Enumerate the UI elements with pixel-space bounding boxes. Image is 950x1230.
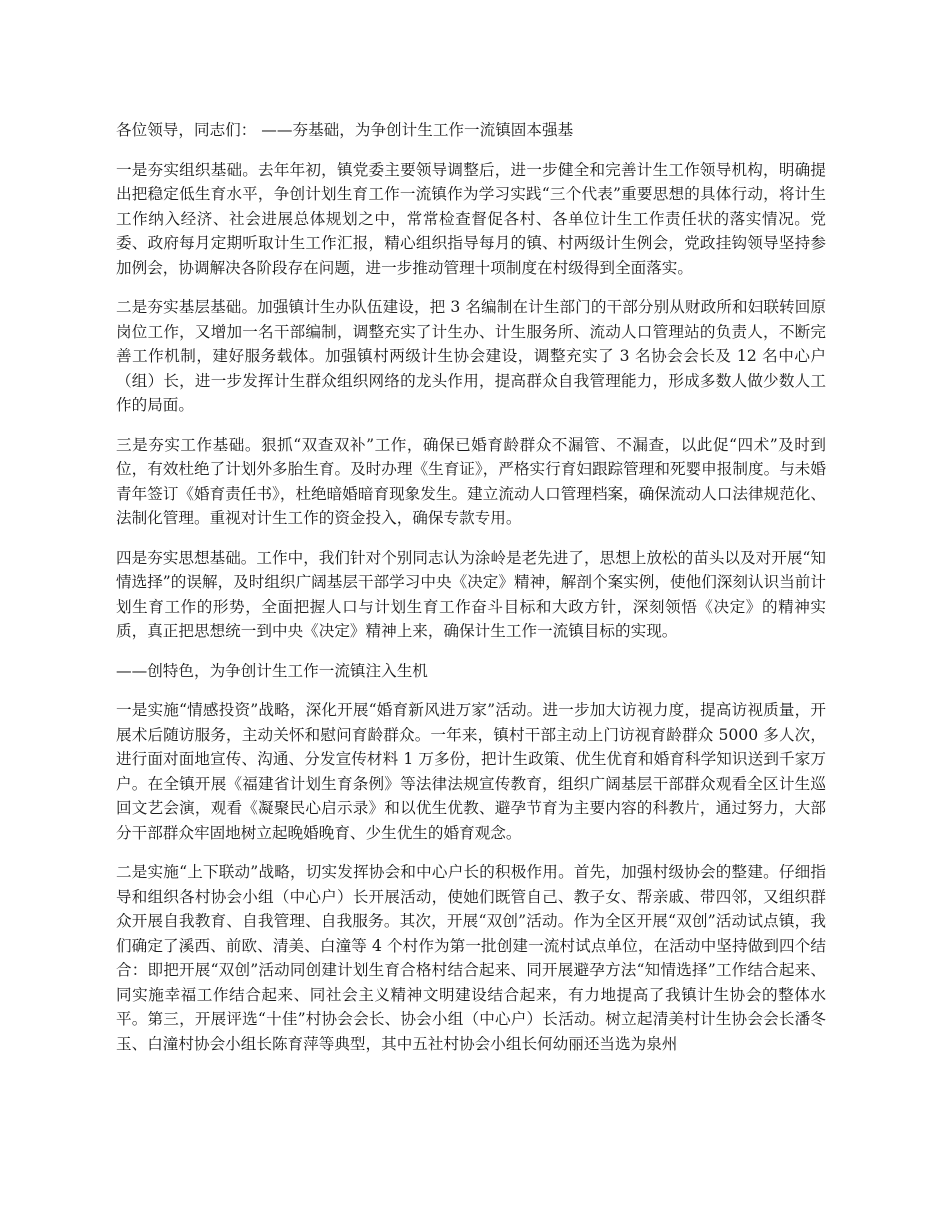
paragraph-emotional-investment: 一是实施“情感投资”战略，深化开展“婚育新风进万家”活动。进一步加大访视力度，提高访视质量，开展术后随访服务，主动关怀和慰问育龄群众。一年来，镇村干部主动上门访视育龄群众 5000 多人次，进行面对面地宣传、沟通、分发宣传材料 1 万多份，把计生政策、优生优育和婚育科学知识送到千家万户。在全镇开展《福建省计划生育条例》等法律法规宣传教育，组织广阔基层干部群众观看全区计生巡回文艺会演，观看《凝聚民心启示录》和以优生优教、避孕节育为主要内容的科教片，通过努力，大部分干部群众牢固地树立起晚婚晚育、少生优生的婚育观念。 (116, 701, 826, 842)
paragraph-ideological-foundation: 四是夯实思想基础。工作中，我们针对个别同志认为涂岭是老先进了，思想上放松的苗头以及对开展“知情选择”的误解，及时组织广阔基层干部学习中央《决定》精神，解剖个案实例，使他们深刻认识当前计划生育工作的形势，全面把握人口与计划生育工作奋斗目标和大政方针，深刻领悟《决定》的精神实质，真正把思想统一到中央《决定》精神上来，确保计生工作一流镇目标的实现。 (116, 548, 826, 640)
paragraph-organization-foundation: 一是夯实组织基础。去年年初，镇党委主要领导调整后，进一步健全和完善计生工作领导机构，明确提出把稳定低生育水平，争创计划生育工作一流镇作为学习实践“三个代表”重要思想的具体行动，将计生工作纳入经济、社会进展总体规划之中，常常检查督促各村、各单位计生工作责任状的落实情况。党委、政府每月定期听取计生工作汇报，精心组织指导每月的镇、村两级计生例会，党政挂钩领导坚持参加例会，协调解决各阶段存在问题，进一步推动管理十项制度在村级得到全面落实。 (116, 160, 826, 277)
opening-line: 各位领导，同志们： ——夯基础，为争创计生工作一流镇固本强基 (116, 121, 574, 139)
paragraph-work-foundation: 三是夯实工作基础。狠抓“双查双补”工作，确保已婚育龄群众不漏管、不漏查，以此促“四术”及时到位，有效杜绝了计划外多胎生育。及时办理《生育证》，严格实行育妇跟踪管理和死婴申报制度。与未婚青年签订《婚育责任书》，杜绝暗婚暗育现象发生。建立流动人口管理档案，确保流动人口法律规范化、法制化管理。重视对计生工作的资金投入，确保专款专用。 (116, 435, 826, 527)
paragraph-grassroots-foundation: 二是夯实基层基础。加强镇计生办队伍建设，把 3 名编制在计生部门的干部分别从财政所和妇联转回原岗位工作，又增加一名干部编制，调整充实了计生办、计生服务所、流动人口管理站的负责人，不断完善工作机制，建好服务载体。加强镇村两级计生协会建设，调整充实了 3 名协会会长及 12 名中心户（组）长，进一步发挥计生群众组织网络的龙头作用，提高群众自我管理能力，形成多数人做少数人工作的局面。 (116, 298, 826, 414)
document-body (116, 118, 826, 1071)
paragraph-linkage-strategy: 二是实施“上下联动”战略，切实发挥协会和中心户长的积极作用。首先，加强村级协会的整建。仔细指导和组织各村协会小组（中心户）长开展活动，使她们既管自己、教子女、帮亲戚、带四邻，又组织群众开展自我教育、自我管理、自我服务。其次，开展“双创”活动。作为全区开展“双创”活动试点镇，我们确定了溪西、前欧、清美、白潼等 4 个村作为第一批创建一流村试点单位，在活动中坚持做到四个结合：即把开展“双创”活动同创建计划生育合格村结合起来、同开展避孕方法“知情选择”工作结合起来、同实施幸福工作结合起来、同社会主义精神文明建设结合起来，有力地提高了我镇计生协会的整体水平。第三，开展评选“十佳”村协会会长、协会小组（中心户）长活动。树立起清美村计生协会会长潘冬玉、白潼村协会小组长陈育萍等典型，其中五社村协会小组长何幼丽还当选为泉州 (116, 863, 826, 1053)
section-heading-features: ——创特色，为争创计生工作一流镇注入生机 (116, 661, 428, 680)
